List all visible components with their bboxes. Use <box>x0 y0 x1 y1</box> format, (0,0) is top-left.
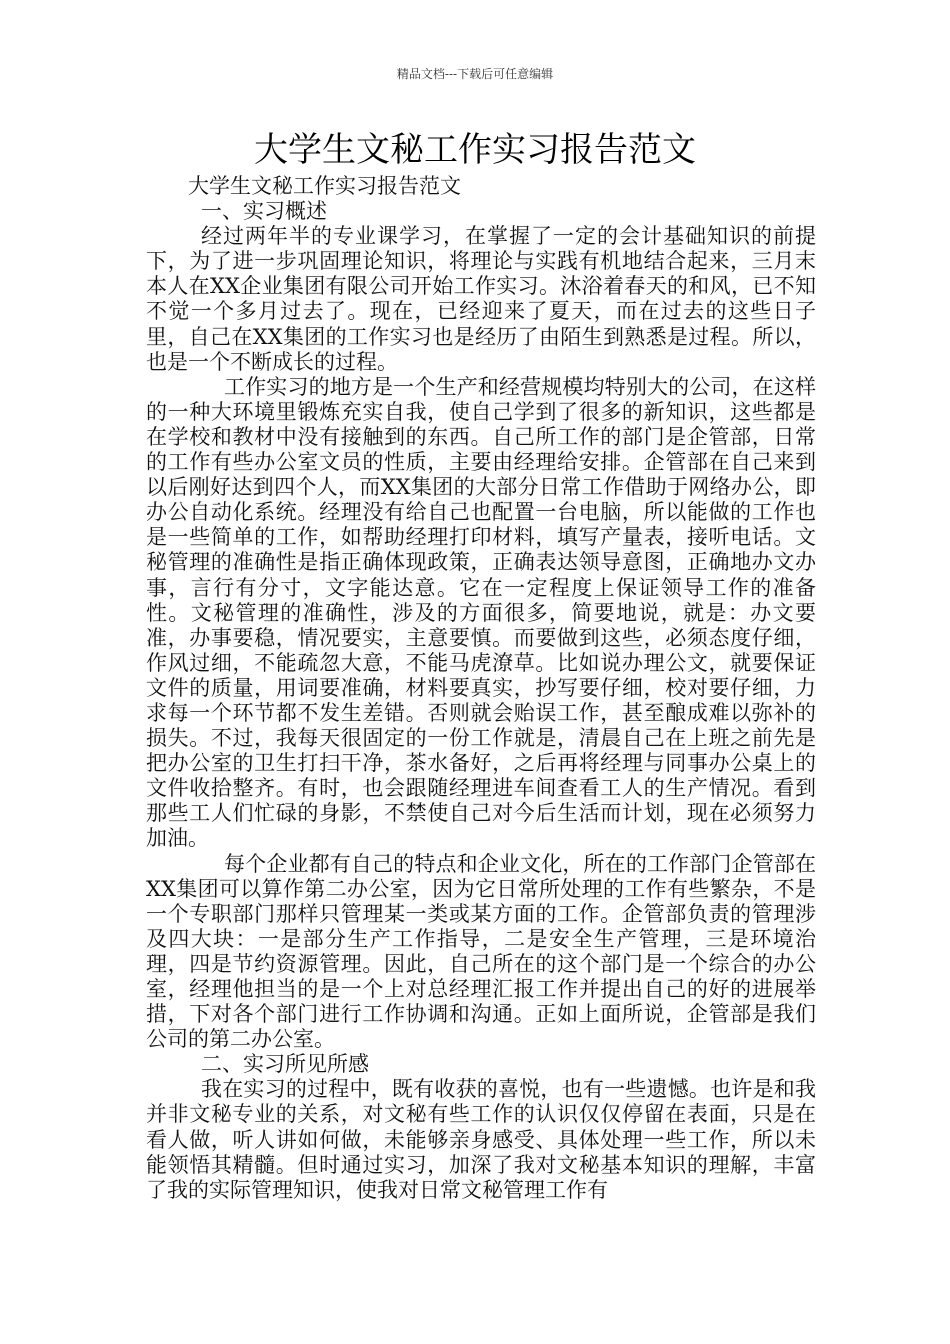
document-title: 大学生文秘工作实习报告范文 <box>254 130 696 170</box>
page-header: 精品文档---下载后可任意编辑 <box>396 67 554 81</box>
document-subtitle: 大学生文秘工作实习报告范文 <box>188 174 461 198</box>
document-body <box>146 174 816 1203</box>
paragraph-overview-2: 工作实习的地方是一个生产和经营规模均特别大的公司，在这样的一种大环境里锻炼充实自我，使自己学到了很多的新知识，这些都是在学校和教材中没有接触到的东西。自己所工作的部门是企管部，日常的工作有些办公室文员的性质，主要由经理给安排。企管部在自己来到以后刚好达到四个人，而XX集团的大部分日常工作借助于网络办公，即办公自动化系统。经理没有给自己也配置一台电脑，所以能做的工作也是一些简单的工作，如帮助经理打印材料，填写产量表，接听电话。文秘管理的准确性是指正确体现政策，正确表达领导意图，正确地办文办事，言行有分寸，文字能达意。它在一定程度上保证领导工作的准备性。文秘管理的准确性，涉及的方面很多，简要地说，就是：办文要准，办事要稳，情况要实，主意要慎。而要做到这些，必须态度仔细，作风过细，不能疏忽大意，不能马虎潦草。比如说办理公文，就要保证文件的质量，用词要准确，材料要真实，抄写要仔细，校对要仔细，力求每一个环节都不发生差错。否则就会贻误工作，甚至酿成难以弥补的损失。不过，我每天很固定的一份工作就是，清晨自己在上班之前先是把办公室的卫生打扫干净，茶水备好，之后再将经理与同事办公桌上的文件收拾整齐。有时，也会跟随经理进车间查看工人的生产情况。看到那些工人们忙碌的身影，不禁使自己对今后生活而计划，现在必须努力加油。 <box>146 374 816 851</box>
paragraph-overview-3: 每个企业都有自己的特点和企业文化，所在的工作部门企管部在XX集团可以算作第二办公室，因为它日常所处理的工作有些繁杂，不是一个专职部门那样只管理某一类或某方面的工作。企管部负责的管理涉及四大块：一是部分生产工作指导，二是安全生产管理，三是环境治理，四是节约资源管理。因此，自己所在的这个部门是一个综合的办公室，经理他担当的是一个上对总经理汇报工作并提出自己的好的进展举措，下对各个部门进行工作协调和沟通。正如上面所说，企管部是我们公司的第二办公室。 <box>146 851 816 1052</box>
section-heading-overview: 一、实习概述 <box>201 199 327 224</box>
paragraph-overview-1: 经过两年半的专业课学习，在掌握了一定的会计基础知识的前提下，为了进一步巩固理论知识，将理论与实践有机地结合起来，三月末本人在XX企业集团有限公司开始工作实习。沐浴着春天的和风，已不知不觉一个多月过去了。现在，已经迎来了夏天，而在过去的这些日子里，自己在XX集团的工作实习也是经历了由陌生到熟悉是过程。所以，也是一个不断成长的过程。 <box>146 224 816 374</box>
section-heading-observations: 二、实习所见所感 <box>201 1052 369 1077</box>
paragraph-observations-1: 我在实习的过程中，既有收获的喜悦，也有一些遗憾。也许是和我并非文秘专业的关系，对文秘有些工作的认识仅仅停留在表面，只是在看人做，听人讲如何做，未能够亲身感受、具体处理一些工作，所以未能领悟其精髓。但时通过实习，加深了我对文秘基本知识的理解，丰富了我的实际管理知识，使我对日常文秘管理工作有 <box>146 1077 816 1202</box>
